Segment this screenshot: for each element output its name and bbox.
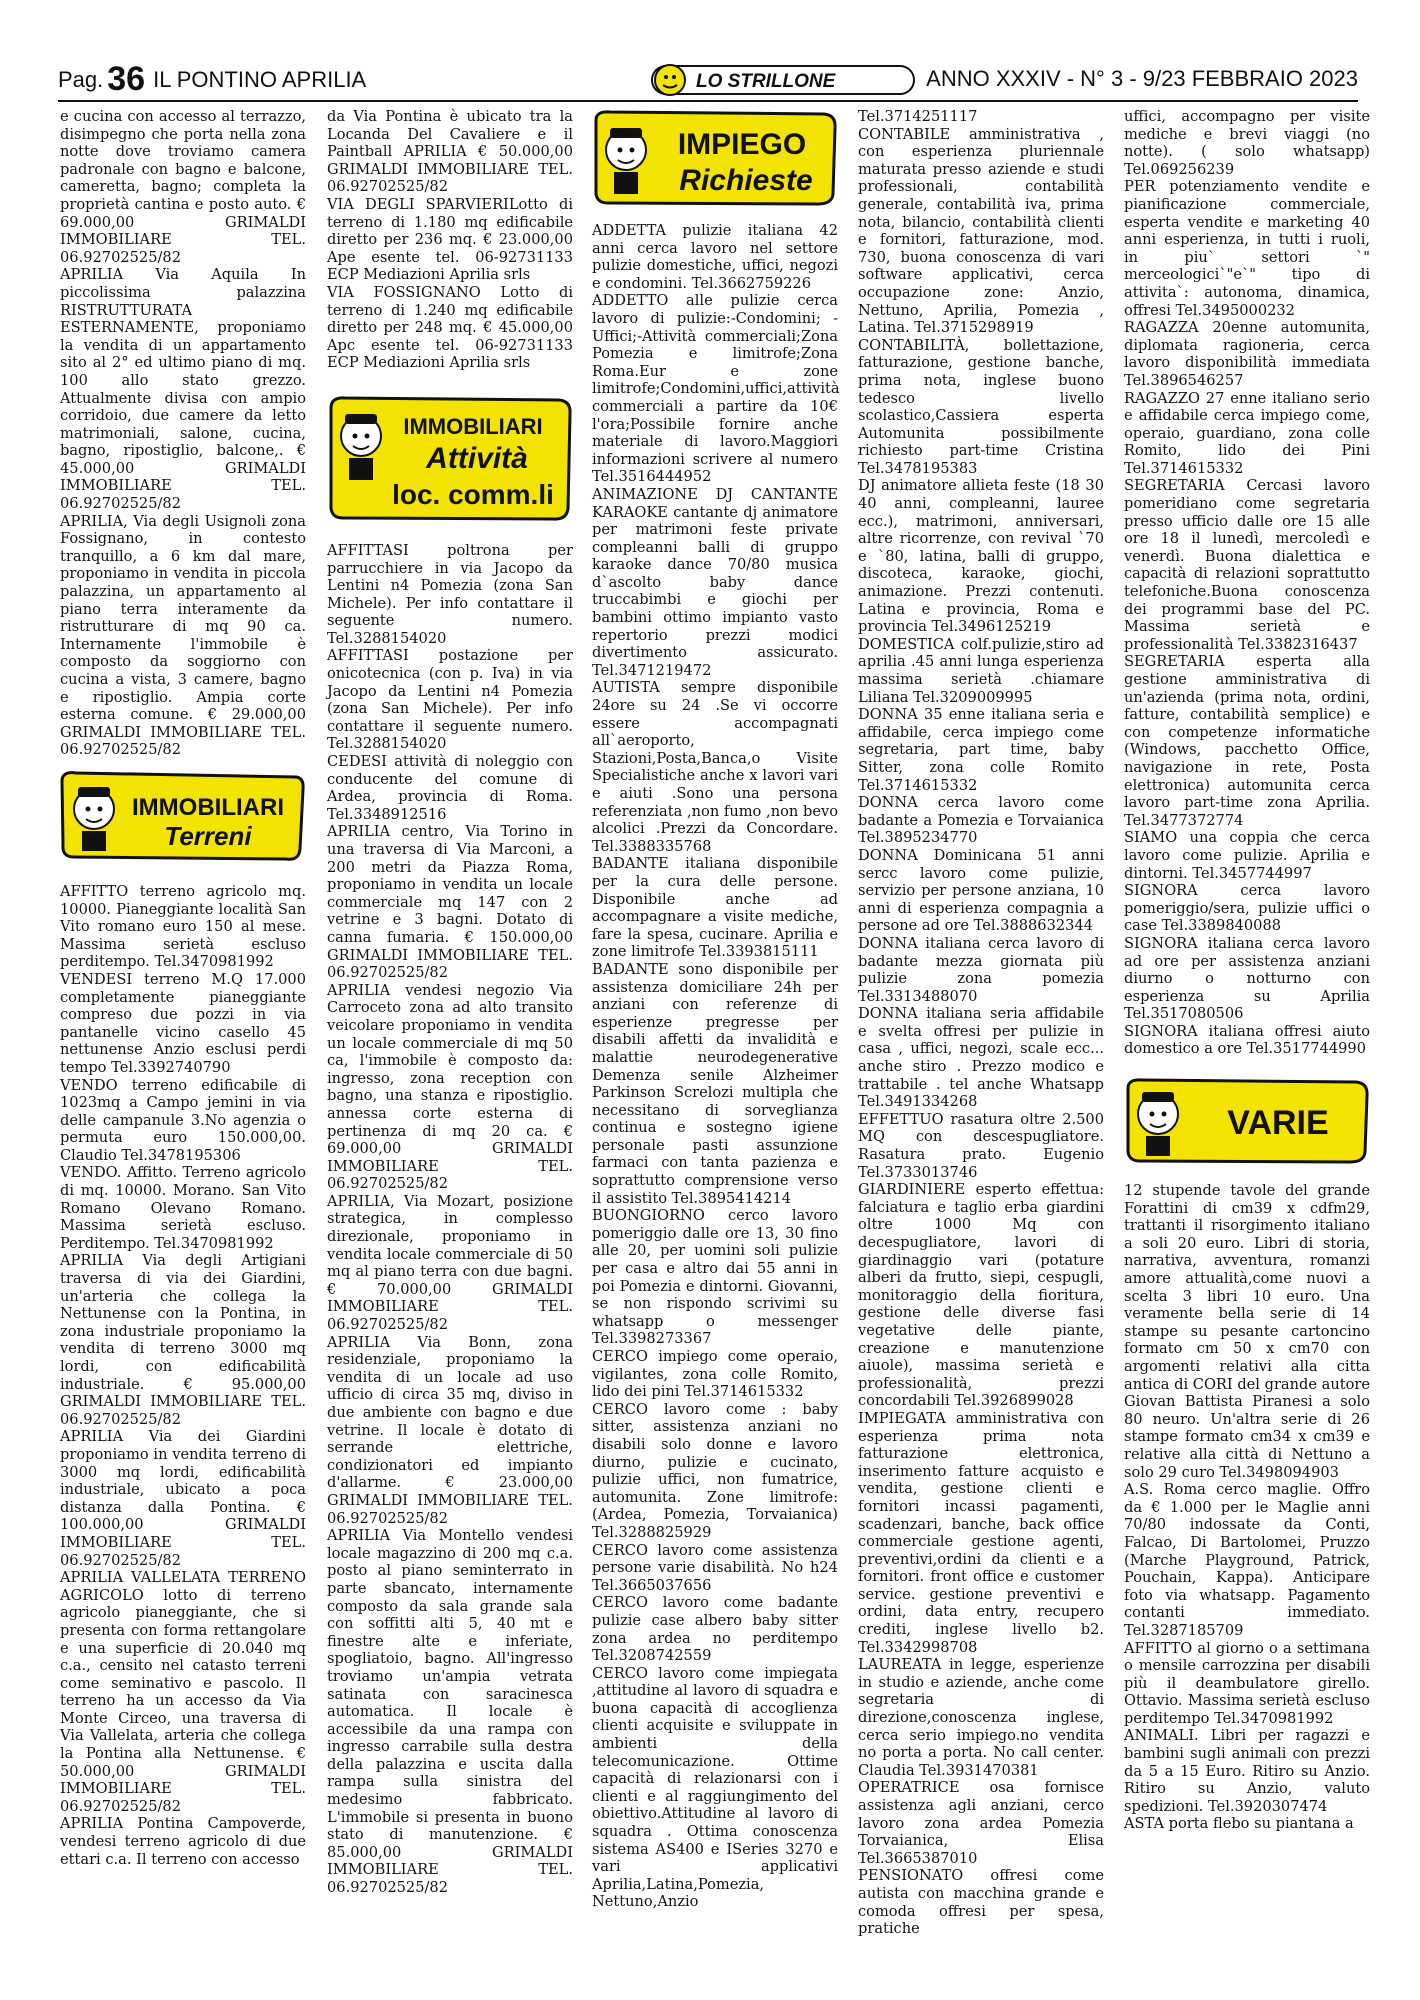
column-5-impiego-ads: [1124, 108, 1370, 1058]
classified-ad: DOMESTICA colf.pulizie,stiro ad aprilia .45 anni lunga esperienza massima serietà .chiamare Liliana Tel.3209009995: [858, 635, 1104, 706]
classified-ad: APRILIA, Via Mozart, posizione strategica, in complesso direzionale, proponiamo in vendita locale commerciale di 50 mq al piano terra con due bagni. € 70.000,00 GRIMALDI IMMOBILIARE TEL. 06.92702525/82: [327, 1192, 573, 1334]
classified-ad: APRILIA centro, Via Torino in una traversa di Via Marconi, a 200 metri da Piazza Roma, proponiamo in vendita un locale commerciale mq 147 con 2 vetrine e 3 bagni. Dotato di canna fumaria. € 150.000,00 GRIMALDI IMMOBILIARE TEL. 06.92702525/82: [327, 823, 573, 982]
classified-ad: CONTABILE amministrativa , con esperienza pluriennale maturata presso aziende e studi professionali, contabilità generale, contabilità iva, prima nota, bilancio, contabilità clienti e fornitori, fatturazione, mod. 730, buona conoscenza di vari software applicativi, cerca occupazione zone: Anzio, Nettuno, Aprilia, Pomezia , Latina. Tel.3715298919: [858, 125, 1104, 337]
classified-ad: VIA FOSSIGNANO Lotto di terreno di 1.240 mq edificabile diretto per 248 mq. € 45.000,00 Apc esente tel. 06-92731133 ECP Mediazioni Aprilia srls: [327, 283, 573, 372]
classified-ad: RAGAZZA 20enne automunita, diplomata ragioneria, cerca lavoro disponibilità immediata Tel.3896546257: [1124, 319, 1370, 389]
classified-ad: SIGNORA cerca lavoro pomeriggio/sera, pulizie uffici o case Tel.3389840088: [1124, 882, 1370, 935]
classified-ad: BUONGIORNO cerco lavoro pomeriggio dalle ore 13, 30 fino alle 20, per uomini soli pulizie per casa e altro dai 55 anni in poi Pomezia e dintorni. Giovanni, se non rispondo scrivimi su whatsapp o messenger Tel.3398273367: [592, 1207, 838, 1348]
classified-ad: DONNA italiana seria affidabile e svelta offresi per pulizie in casa , uffici, negozi, scale ecc... anche stiro . Prezzo modico e trattabile . tel anche Whatsapp Tel.3491334268: [858, 1005, 1104, 1111]
classified-ad: LAUREATA in legge, esperienze in studio e aziende, anche come segretaria di direzione,conoscenza inglese, cerca serio impiego.no vendita no porta a porta. No call center. Claudia Tel.3931470381: [858, 1656, 1104, 1779]
column-1-terreni-ads: [60, 883, 306, 1868]
banner-impiego-line1: IMPIEGO: [677, 128, 807, 161]
publication-name: IL PONTINO APRILIA: [153, 67, 367, 92]
page-header: [58, 62, 1358, 96]
classified-ad: DONNA 35 enne italiana seria e affidabile, cerca impiego come segretaria, part time, baby Sitter, zona colle Romito Tel.3714615332: [858, 706, 1104, 794]
classified-ad: DONNA Dominicana 51 anni sercc lavoro come pulizie, servizio per persone anziana, 10 anni di esperienza compagnia a persone ad ore Tel.3888632344: [858, 846, 1104, 935]
header-left: [58, 62, 366, 97]
column-3: [592, 108, 838, 1911]
classified-ad: APRILIA Via Aquila In piccolissima palazzina RISTRUTTURATA ESTERNAMENTE, proponiamo la vendita di un appartamento sito al 2° ed ultimo piano di mq. 100 allo stato grezzo. Attualmente divisa con ampio corridoio, due camere da letto matrimoniali, salone, cucina, bagno, ripostiglio, balcone,. € 45.000,00 GRIMALDI IMMOBILIARE TEL. 06.92702525/82: [60, 266, 306, 513]
banner-terreni-line1: IMMOBILIARI: [132, 793, 284, 821]
classified-ad: OPERATRICE osa fornisce assistenza agli anziani, cerco lavoro zona ardea Pomezia Torvaianica, Elisa Tel.3665387010: [858, 1779, 1104, 1867]
banner-terreni-line2: Terreni: [164, 820, 252, 851]
classified-ad: ASTA porta flebo su piantana a: [1124, 1815, 1354, 1833]
classified-ad: e cucina con accesso al terrazzo, disimpegno che porta nella zona notte dove troviamo camera padronale con bagno e balcone, cameretta, bagno; completa la proprietà cantina e posto auto. € 69.000,00 GRIMALDI IMMOBILIARE TEL. 06.92702525/82: [60, 108, 306, 266]
classified-ad: AFFITTASI poltrona per parrucchiere in via Jacopo da Lentini n4 Pomezia (zona San Michele). Per info contattare il seguente numero. Tel.3288154020: [327, 541, 573, 647]
classified-ad: RAGAZZO 27 enne italiano serio e affidabile cerca impiego come, operaio, guardiano, zona colle Romito, lido dei Pini Tel.3714615332: [1124, 389, 1370, 477]
classified-ad: ADDETTA pulizie italiana 42 anni cerca lavoro nel settore pulizie domestiche, uffici, negozi e condomini. Tel.3662759226: [592, 222, 838, 292]
classified-ad: VIA DEGLI SPARVIERILotto di terreno di 1.180 mq edificabile diretto per 236 mq. € 23.000,00 Ape esente tel. 06-92731133 ECP Mediazioni Aprilia srls: [327, 195, 573, 284]
classified-ad: PENSIONATO offresi come autista con macchina grande e comoda offresi per spesa, pratiche: [858, 1867, 1104, 1938]
classified-ad: uffici, accompagno per visite mediche e brevi viaggi (no notte). ( solo whatsapp) Tel.069256239: [1124, 108, 1370, 178]
classified-ad: ADDETTO alle pulizie cerca lavoro di pulizie:-Condomini; -Uffici;-Attività commerciali;Zona Pomezia e limitrofe;Zona Roma.Eur e zone limitrofe;Condomini,uffici,attività commerciali a partire da 10€ l'ora;Possibile fornire anche materiale di lavoro.Maggiori informazioni scrivere al numero Tel.3516444952: [592, 292, 840, 486]
classified-ad: APRILIA vendesi negozio Via Carroceto zona ad alto transito veicolare proponiamo in vendita un locale commerciale di mq 50 ca, l'immobile è composto da: ingresso, zona reception con bagno, una stanza e ripostiglio. annessa corte esterna di pertinenza di mq 20 ca. € 69.000,00 GRIMALDI IMMOBILIARE TEL. 06.92702525/82: [327, 981, 573, 1193]
classified-ad: DJ animatore allieta feste (18 30 40 anni, compleanni, lauree ecc.), matrimoni, anniversari, altre ricorrenze, con revival `70 e `80, latina, balli di gruppo, discoteca, karaoke, giochi, animazione. Prezzi contenuti. Latina e provincia, Roma e provincia Tel.3496125219: [858, 477, 1104, 636]
classified-ad: VENDESI terreno M.Q 17.000 completamente pianeggiante compreso due pozzi in via pantanelle vicino casello 45 nettunense Anzio esclusi perdi tempo Tel.3392740790: [60, 970, 306, 1076]
classified-ad: EFFETTUO rasatura oltre 2.500 MQ con descespugliatore. Rasatura prato. Eugenio Tel.3733013746: [858, 1110, 1104, 1181]
classified-ad: da Via Pontina è ubicato tra la Locanda Del Cavaliere e il Paintball APRILIA € 50.000,00 GRIMALDI IMMOBILIARE TEL. 06.92702525/82: [327, 108, 573, 196]
classified-ad: APRILIA Via Montello vendesi locale magazzino di 200 mq c.a. posto al piano seminterrato in parte sbancato, internamente composto da sala grande sala con soffitti alti 5, 40 mt e finestre alte e inferiate, spogliatoio, bagno. All'ingresso troviamo un'ampia vetrata satinata con saracinesca automatica. Il locale è accessibile da una rampa con ingresso carrabile sulla destra della palazzina e uscita dalla rampa sulla sinistra del medesimo fabbricato. L'immobile si presenta in buono stato di manutenzione. € 85.000,00 GRIMALDI IMMOBILIARE TEL. 06.92702525/82: [327, 1527, 573, 1897]
classified-ad: CERCO lavoro come assistenza persone varie disabilità. No h24 Tel.3665037656: [592, 1541, 838, 1594]
classified-ad: AFFITTO al giorno o a settimana o mensile carrozzina per disabili più il deambulatore girello. Ottavio. Massima serietà escluso perditempo Tel.3470981992: [1124, 1639, 1370, 1727]
classified-ad: DONNA italiana cerca lavoro di badante mezza giornata più pulizie zona pomezia Tel.3313488070: [858, 934, 1104, 1005]
classified-ad: APRILIA Via dei Giardini proponiamo in vendita terreno di 3000 mq lordi, edificabilità industriale, ubicato a poca distanza dalla Pontina. € 100.000,00 GRIMALDI IMMOBILIARE TEL. 06.92702525/82: [60, 1428, 306, 1569]
banner-impiego-richieste: [592, 108, 838, 208]
banner-impiego-line2: Richieste: [679, 164, 813, 197]
classified-ad: 12 stupende tavole del grande Forattini di cm39 x cdfm29, trattanti il risorgimento italiano a soli 20 euro. Libri di storia, narrativa, avventura, romanzi amore attualità,come nuovi a scelta 3 libri 10 euro. Una veramente bella serie di 14 stampe su pesante cartoncino formato cm 50 x cm70 con argomenti relativi alla citta antica di CORI del grande autore Giovan Battista Piranesi a solo 80 neuro. Un'altra serie di 26 stampe formato cm34 x cm39 e relative alla città di Nettuno a solo 29 curo Tel.3498094903: [1124, 1182, 1370, 1481]
classified-ad: BADANTE italiana disponibile per la cura delle persone. Disponibile anche ad accompagnare a visite mediche, fare la spesa, cucinare. Aprilia e zone limitrofe Tel.3393815111: [592, 855, 838, 961]
classified-ad: APRILIA Via degli Artigiani traversa di via dei Giardini, un'arteria che collega la Nettunense con la Pontina, in zona industriale proponiamo la vendita di terreno 3000 mq lordi, con edificabilità industriale. € 95.000,00 GRIMALDI IMMOBILIARE TEL. 06.92702525/82: [60, 1252, 306, 1428]
column-4: [858, 108, 1104, 1938]
classified-ad: CERCO lavoro come : baby sitter, assistenza anziani no disabili solo donne e lavoro diurno, pulizie e cucinato, pulizie uffici, non fumatrice, automunita. Zone limitrofe: (Ardea, Pomezia, Torvaianica) Tel.3288825929: [592, 1400, 838, 1541]
classified-ad: AFFITTASI postazione per onicotecnica (con p. Iva) in via Jacopo da Lentini n4 Pomezia (zona San Michele). Per info contattare il seguente numero. Tel.3288154020: [327, 647, 573, 753]
classified-ad: GIARDINIERE esperto effettua: falciatura e taglio erba giardini oltre 1000 Mq con decespugliatore, lavori di giardinaggio vari (potature alberi da frutto, siepi, cespugli, monitoraggio della fioritura, gestione delle diverse fasi vegetative delle piante, creazione e manutenzione aiuole), massima serietà e professionalità, prezzi concordabili Tel.3926899028: [858, 1181, 1104, 1410]
classified-ad: SIGNORA italiana offresi aiuto domestico a ore Tel.3517744990: [1124, 1022, 1370, 1058]
banner-attivita-line3: loc. comm.li: [392, 478, 554, 510]
banner-immobiliari-terreni: [60, 769, 306, 865]
banner-attivita-line1: IMMOBILIARI: [403, 413, 543, 439]
classified-ad: CONTABILITÀ, bollettazione, fatturazione, gestione banche, prima nota, inglese buono tedesco livello scolastico,Cassiera esperta Automunita possibilmente richiesto part-time Cristina Tel.3478195383: [858, 336, 1104, 477]
banner-varie: [1124, 1076, 1370, 1166]
classified-ad: APRILIA VALLELATA TERRENO AGRICOLO lotto di terreno agricolo pianeggiante, che si presenta con forma rettangolare e una superficie di 20.040 mq c.a., censito nel catasto terreni come seminativo e pascolo. Il terreno ha un accesso da Via Monte Circeo, una traversa di Via Vallelata, arteria che collega la Pontina alla Nettunense. € 50.000,00 GRIMALDI IMMOBILIARE TEL. 06.92702525/82: [60, 1569, 306, 1815]
column-1-continued-ads: [60, 108, 306, 759]
strillone-logo: [648, 60, 918, 100]
classified-ad: Tel.3714251117: [858, 108, 978, 125]
classified-ad: SIGNORA italiana cerca lavoro ad ore per assistenza anziani diurno o notturno con esperienza su Aprilia Tel.3517080506: [1124, 934, 1370, 1023]
classified-ad: AUTISTA sempre disponibile 24ore su 24 .Se vi occorre essere accompagnati all`aeroporto, Stazioni,Posta,Banca,o Visite Specialistiche anche x lavori vari e aiuti .Sono una persona referenziata ,non fumo ,non bevo alcolici .Prezzi da Concordare. Tel.3388335768: [592, 679, 838, 855]
classified-ad: A.S. Roma cerco maglie. Offro da € 1.000 per le Maglie anni 70/80 indossate da Conti, Falcao, Di Bartolomei, Pruzzo (Marche Playground, Patrick, Pouchain, Kappa). Anticipare foto via whatsapp. Pagamento contanti immediato. Tel.3287185709: [1124, 1481, 1370, 1639]
page-number: 36: [107, 60, 146, 98]
classified-ad: APRILIA Pontina Campoverde, vendesi terreno agricolo di due ettari c.a. Il terreno con accesso: [60, 1815, 306, 1868]
column-2-attivita-ads: [327, 542, 573, 1897]
classified-ad: IMPIEGATA amministrativa con esperienza prima nota fatturazione elettronica, inserimento fatture acquisto e vendita, gestione clienti e fornitori incassi pagamenti, scadenzari, banche, back office commerciale gestione agenti, preventivi,ordini da clienti e a fornitori. front office e customer service. gestione preventivi e ordini, data entry, recupero crediti, inglese livello b2. Tel.3342998708: [858, 1409, 1104, 1656]
classified-ad: VENDO terreno edificabile di 1023mq a Campo jemini in via delle campanule 3.No agenzia o permuta euro 150.000,00. Claudio Tel.3478195306: [60, 1076, 306, 1164]
column-2-continued-ads: [327, 108, 573, 372]
classified-ad: VENDO. Affitto. Terreno agricolo di mq. 10000. Morano. San Vito Romano Olevano Romano. Massima serietà escluso. Perditempo. Tel.3470981992: [60, 1164, 306, 1252]
issue-info: ANNO XXXIV - N° 3 - 9/23 FEBBRAIO 2023: [926, 66, 1358, 91]
classified-ad: CERCO impiego come operaio, vigilantes, zona colle Romito, lido dei pini Tel.3714615332: [592, 1348, 838, 1401]
banner-varie-line1: VARIE: [1227, 1104, 1329, 1143]
classified-ad: ANIMAZIONE DJ CANTANTE KARAOKE cantante dj animatore per matrimoni feste private compleanni balli di gruppo karaoke dance 70/80 musica d`ascolto baby dance truccabimbi e giochi per bambini ottimo impianto vasto repertorio prezzi modici divertimento assicurato. Tel.3471219472: [592, 485, 838, 679]
classified-ad: DONNA cerca lavoro come badante a Pomezia e Torvaianica Tel.3895234770: [858, 794, 1104, 847]
classified-ad: APRILIA, Via degli Usignoli zona Fossignano, in contesto tranquillo, a 6 km dal mare, proponiamo in vendita in piccola palazzina, un appartamento al piano terra interamente da ristrutturare di mq 90 ca. Internamente l'immobile è composto da soggiorno con cucina a vista, 3 camere, bagno e ripostiglio. Ampia corte esterna comune. € 29.000,00 GRIMALDI IMMOBILIARE TEL. 06.92702525/82: [60, 512, 306, 759]
classified-ad: AFFITTO terreno agricolo mq. 10000. Pianeggiante località San Vito romano euro 150 al mese. Massima serietà escluso perditempo. Tel.3470981992: [60, 882, 306, 971]
classified-ad: CERCO lavoro come impiegata ,attitudine al lavoro di squadra e buona capacità di accoglienza clienti acquisite e sviluppate in ambienti della telecomunicazione. Ottime capacità di relazionarsi con i clienti e al raggiungimento del obiettivo.Attitudine al lavoro di squadra . Ottima conoscenza sistema AS400 e ISeries 3270 e vari applicativi Aprilia,Latina,Pomezia, Nettuno,Anzio: [592, 1664, 838, 1911]
classified-ad: ANIMALI. Libri per ragazzi e bambini sugli animali con prezzi da 5 a 15 Euro. Ritiro su Anzio. Ritiro su Anzio, valuto spedizioni. Tel.3920307474: [1124, 1727, 1370, 1815]
column-5: [1124, 108, 1370, 1833]
column-5-varie-ads: [1124, 1182, 1370, 1833]
column-2: [327, 108, 573, 1897]
header-rule: [58, 100, 1358, 102]
logo-text: LO STRILLONE: [696, 71, 836, 92]
classified-ad: CERCO lavoro come badante pulizie case albero baby sitter zona ardea no perditempo Tel.3208742559: [592, 1594, 838, 1665]
classified-ad: APRILIA Via Bonn, zona residenziale, proponiamo la vendita di un locale ad uso ufficio di circa 35 mq, diviso in due ambiente con bagno e due vetrine. Il locale è dotato di serrande elettriche, condizionatori ed impianto d'allarme. € 23.000,00 GRIMALDI IMMOBILIARE TEL. 06.92702525/82: [327, 1333, 573, 1527]
page-label: Pag.: [58, 67, 104, 92]
banner-immobiliari-attivita: [327, 394, 573, 524]
column-1: [60, 108, 306, 1868]
classified-ad: SEGRETARIA esperta alla gestione amministrativa di un'azienda (prima nota, ordini, fatture, contabilità semplice) e con competenze informatiche (Windows, pacchetto Office, navigazione in rete, Posta elettronica) automunita cerca lavoro part-time zona Aprilia. Tel.3477372774: [1124, 653, 1370, 829]
banner-attivita-line2: Attività: [426, 441, 528, 475]
column-4-impiego-ads: [858, 108, 1104, 1938]
classified-ad: SIAMO una coppia che cerca lavoro come pulizie. Aprilia e dintorni. Tel.3457744997: [1124, 829, 1370, 882]
classified-ad: CEDESI attività di noleggio con conducente del comune di Ardea, provincia di Roma. Tel.3348912516: [327, 753, 573, 823]
classified-ad: BADANTE sono disponibile per assistenza domiciliare 24h per anziani con referenze di esperienze pregresse per disabili affetti da invalidità e malattie neurodegenerative Demenza senile Alzheimer Parkinson Screlozi multipla che necessitano di sorveglianza continua e sostegno igiene personale pasti assunzione farmaci con tanta pazienza e soprattutto comprensione verso il assistito Tel.3895414214: [592, 960, 838, 1207]
classified-ad: SEGRETARIA Cercasi lavoro pomeridiano come segretaria presso ufficio dalle ore 15 alle ore 18 il lunedì, mercoledì e venerdì. Buona dialettica e capacità di relazioni soprattutto telefoniche.Buona conoscenza dei programmi base del PC. Massima serietà e professionalità Tel.3382316437: [1124, 477, 1370, 653]
column-3-impiego-ads: [592, 222, 838, 1911]
classified-ad: PER potenziamento vendite e pianificazione commerciale, esperta vendite e marketing 40 anni esperienza, in tutti i ruoli, in piu` settori `" merceologici`"e`" tipo di attivita`: autonoma, dinamica, offresi Tel.3495000232: [1124, 178, 1370, 319]
